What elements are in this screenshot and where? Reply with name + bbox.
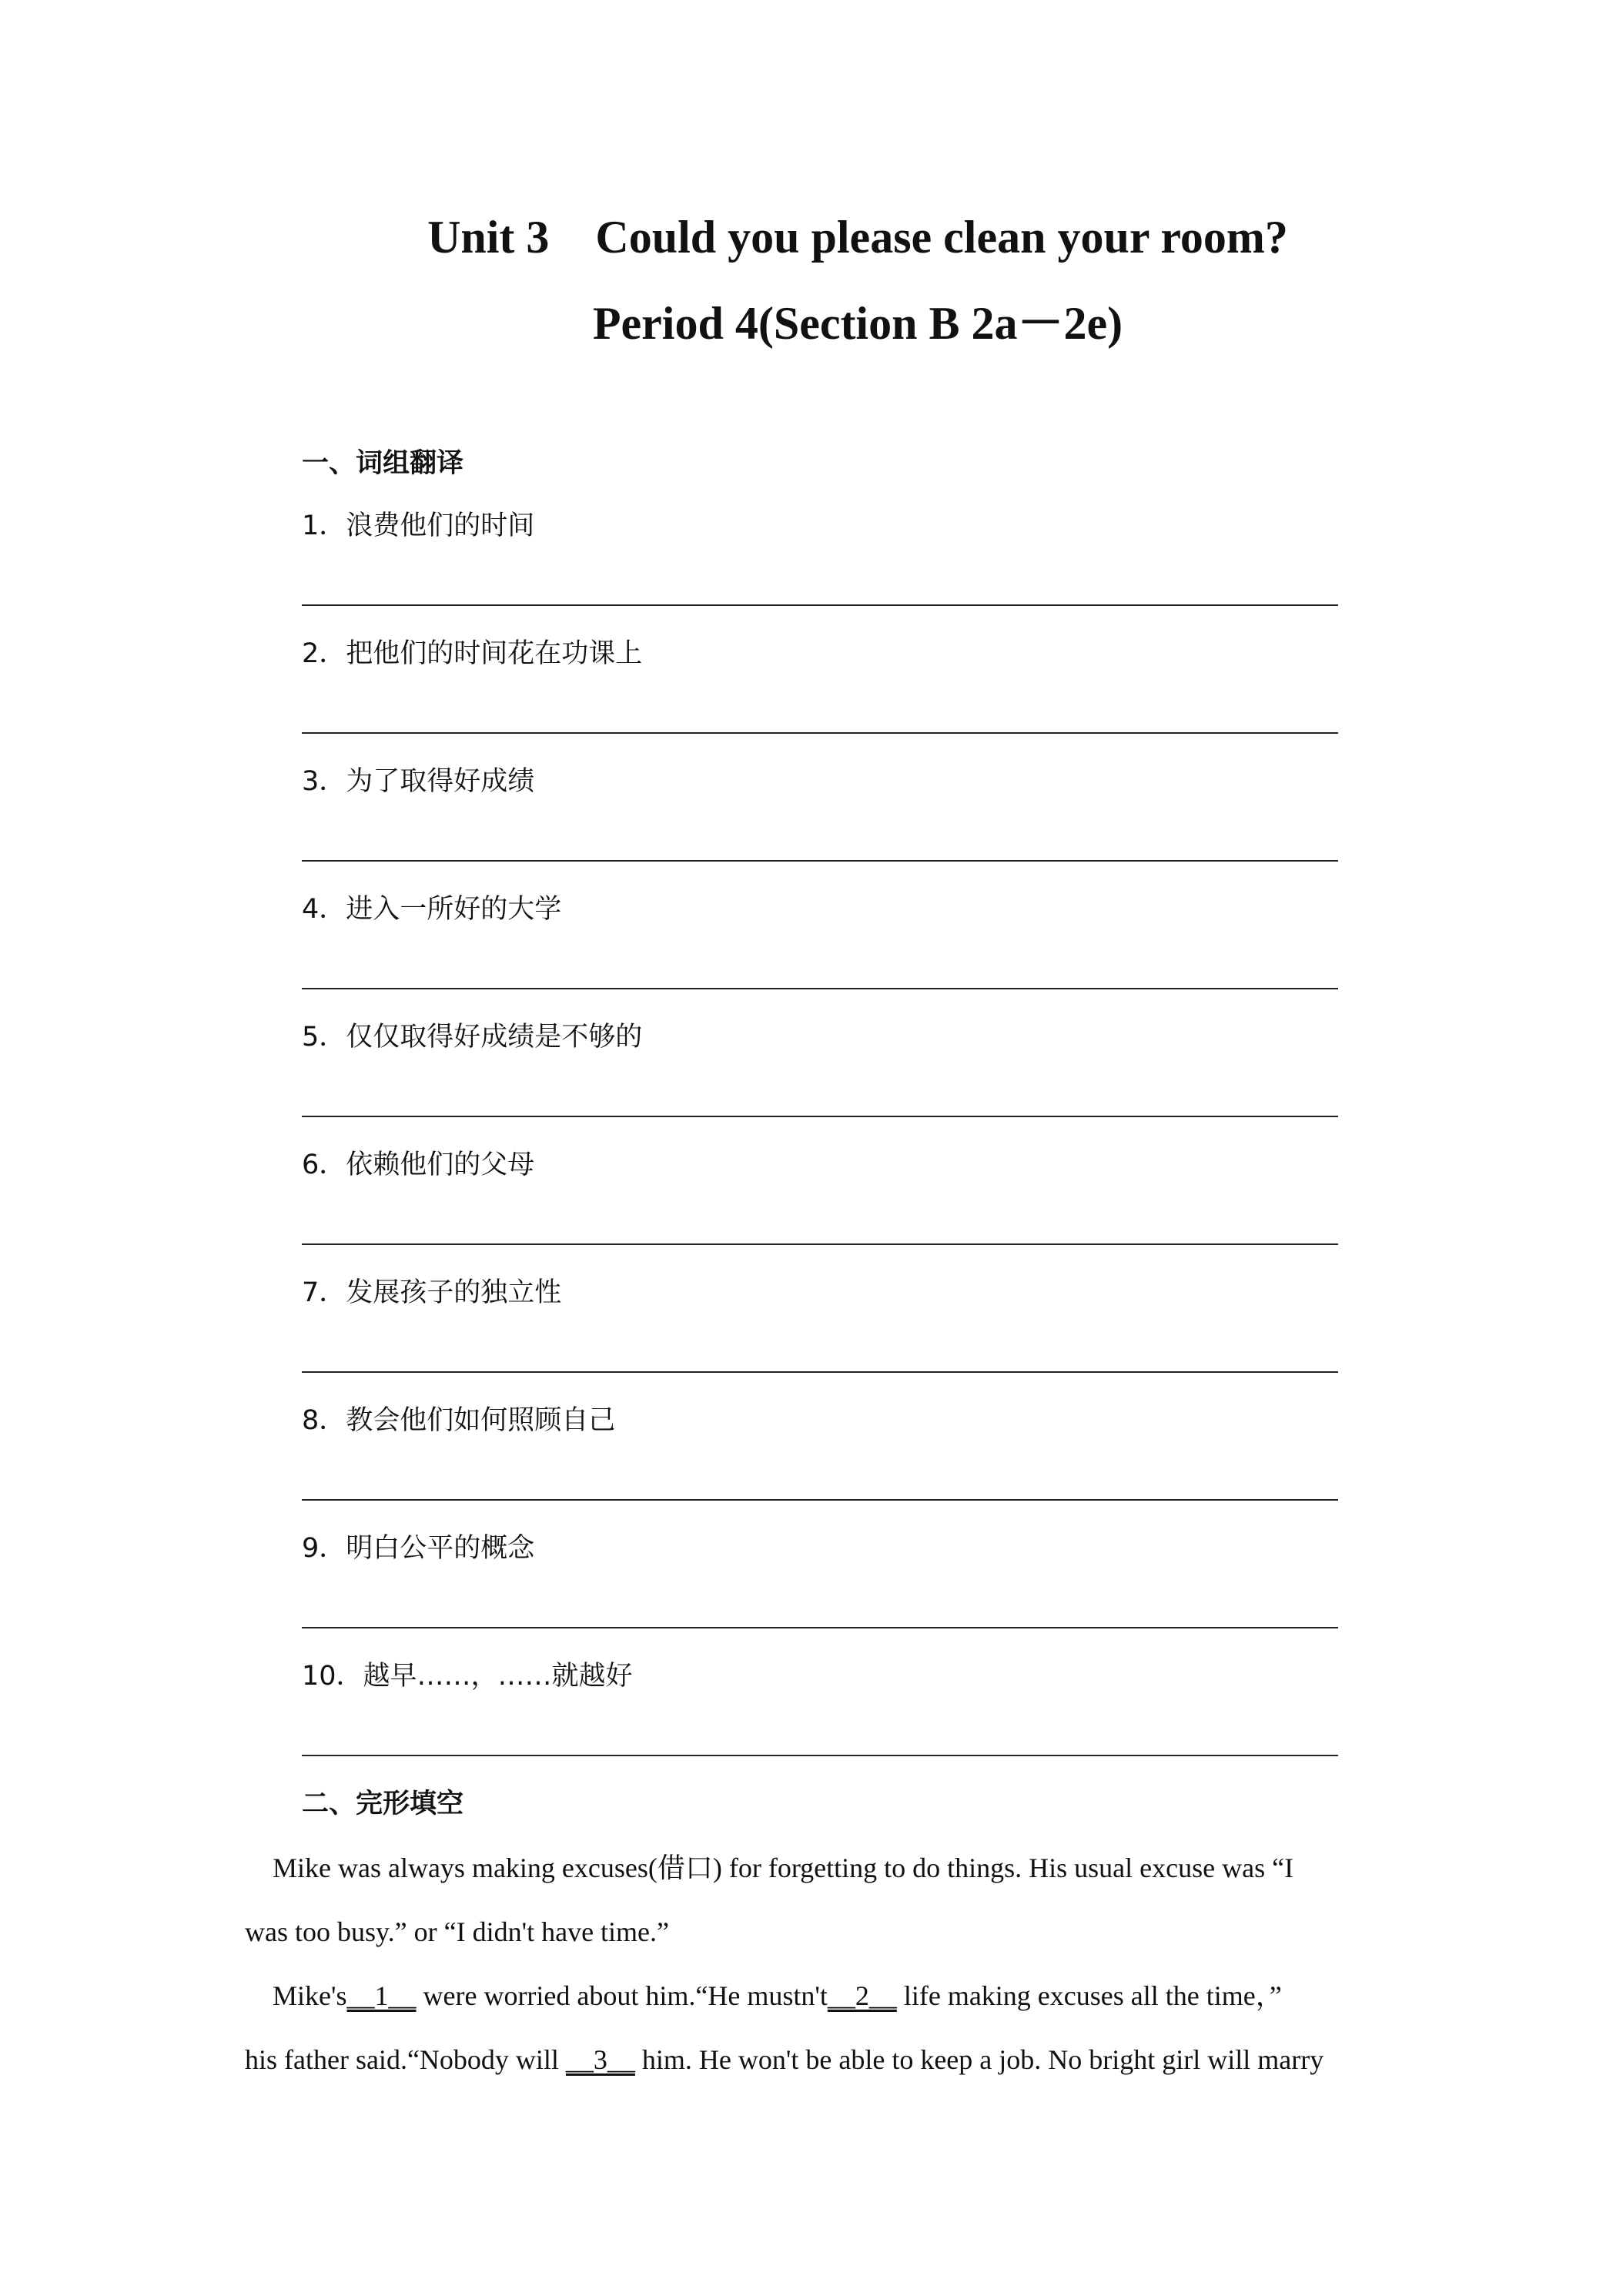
- section-heading-translation: 一、词组翻译: [302, 448, 464, 479]
- answer-line[interactable]: [302, 1755, 1338, 1756]
- translation-item: 7．发展孩子的独立性: [302, 1277, 562, 1308]
- answer-line[interactable]: [302, 1371, 1338, 1373]
- answer-line[interactable]: [302, 1116, 1338, 1117]
- translation-item: 9．明白公平的概念: [302, 1533, 535, 1564]
- translation-item: 5．仅仅取得好成绩是不够的: [302, 1022, 643, 1053]
- answer-line[interactable]: [302, 732, 1338, 734]
- translation-item: 8．教会他们如何照顾自己: [302, 1405, 616, 1436]
- answer-line[interactable]: [302, 988, 1338, 989]
- unit-title: Unit 3 Could you please clean your room?: [427, 212, 1288, 263]
- cloze-text: life making excuses all the time，”: [896, 1980, 1282, 2011]
- cloze-text: him. He won't be able to keep a job. No bright girl will marry: [634, 2044, 1324, 2075]
- cloze-paragraph-line: was too busy.” or “I didn't have time.”: [245, 1916, 670, 1947]
- translation-item: 10．越早……，……就越好: [302, 1661, 633, 1692]
- answer-line[interactable]: [302, 1499, 1338, 1501]
- translation-item: 6．依赖他们的父母: [302, 1150, 535, 1180]
- cloze-paragraph-line: Mike was always making excuses(借口) for forgetting to do things. His usual excuse was “I: [245, 1853, 1294, 1883]
- period-title: Period 4(Section B 2a－2e): [592, 298, 1123, 349]
- cloze-blank-3: __3__: [565, 2044, 635, 2075]
- section-heading-cloze: 二、完形填空: [302, 1789, 464, 1819]
- answer-line[interactable]: [302, 860, 1338, 862]
- translation-item: 4．进入一所好的大学: [302, 894, 562, 925]
- cloze-text: Mike's: [245, 1980, 347, 2011]
- cloze-text: his father said.“Nobody will: [245, 2044, 566, 2075]
- answer-line[interactable]: [302, 1627, 1338, 1628]
- translation-item: 1．浪费他们的时间: [302, 510, 535, 541]
- cloze-blank-2: __2__: [827, 1980, 897, 2011]
- translation-item: 2．把他们的时间花在功课上: [302, 638, 643, 669]
- cloze-text: were worried about him.“He mustn't: [416, 1980, 828, 2011]
- cloze-blank-1: __1__: [346, 1980, 417, 2011]
- cloze-paragraph-line: [245, 2040, 1394, 2079]
- translation-item: 3．为了取得好成绩: [302, 766, 535, 797]
- answer-line[interactable]: [302, 1243, 1338, 1245]
- answer-line[interactable]: [302, 604, 1338, 606]
- cloze-paragraph-line: [245, 1976, 1394, 2015]
